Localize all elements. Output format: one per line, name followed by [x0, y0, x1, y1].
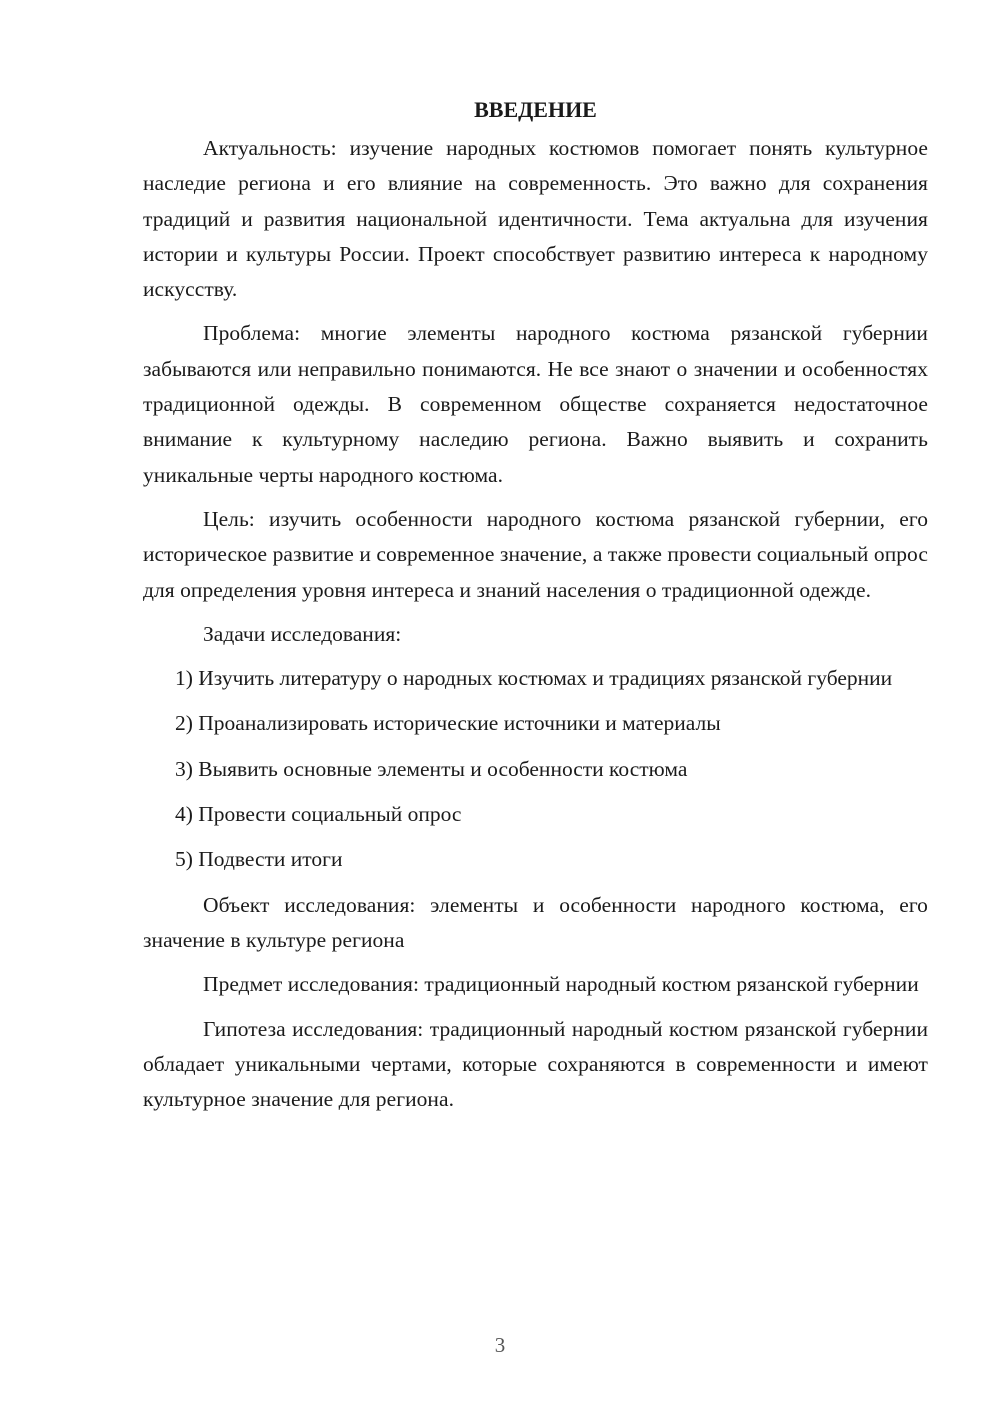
subject-paragraph: Предмет исследования: традиционный народный костюм рязанской губернии: [203, 972, 919, 997]
tasks-heading: Задачи исследования:: [203, 621, 402, 646]
list-item: 5) Подвести итоги: [175, 847, 343, 872]
list-item: 1) Изучить литературу о народных костюмах и традициях рязанской губернии: [175, 666, 893, 691]
problem-paragraph: Проблема: многие элементы народного костюма рязанской губернии забываются или неправильно понимаются. Не все знают о значении и особенностях традиционной одежды. В современном обществе сохраняется недостаточное внимание к культурному наследию региона. Важно выявить и сохранить уникальные черты народного костюма.: [143, 321, 928, 487]
page-number: 3: [494, 1333, 506, 1357]
goal-paragraph: Цель: изучить особенности народного костюма рязанской губернии, его историческое развитие и современное значение, а также провести социальный опрос для определения уровня интереса и знаний населения о традиционной одежде.: [143, 506, 928, 602]
list-item: 2) Проанализировать исторические источники и материалы: [175, 711, 721, 736]
list-item: 4) Провести социальный опрос: [175, 802, 462, 827]
list-item: 3) Выявить основные элементы и особенности костюма: [175, 756, 688, 781]
document-page: [143, 92, 928, 1126]
page-title: ВВЕДЕНИЕ: [474, 97, 597, 122]
object-paragraph: Объект исследования: элементы и особенности народного костюма, его значение в культуре региона: [143, 892, 928, 952]
hypothesis-paragraph: Гипотеза исследования: традиционный народный костюм рязанской губернии обладает уникальными чертами, которые сохраняются в современности и имеют культурное значение для региона.: [143, 1016, 928, 1112]
tasks-list: [143, 661, 928, 877]
relevance-paragraph: Актуальность: изучение народных костюмов помогает понять культурное наследие региона и его влияние на современность. Это важно для сохранения традиций и развития национальной идентичности. Тема актуальна для изучения истории и культуры России. Проект способствует развитию интереса к народному искусству.: [143, 136, 928, 302]
